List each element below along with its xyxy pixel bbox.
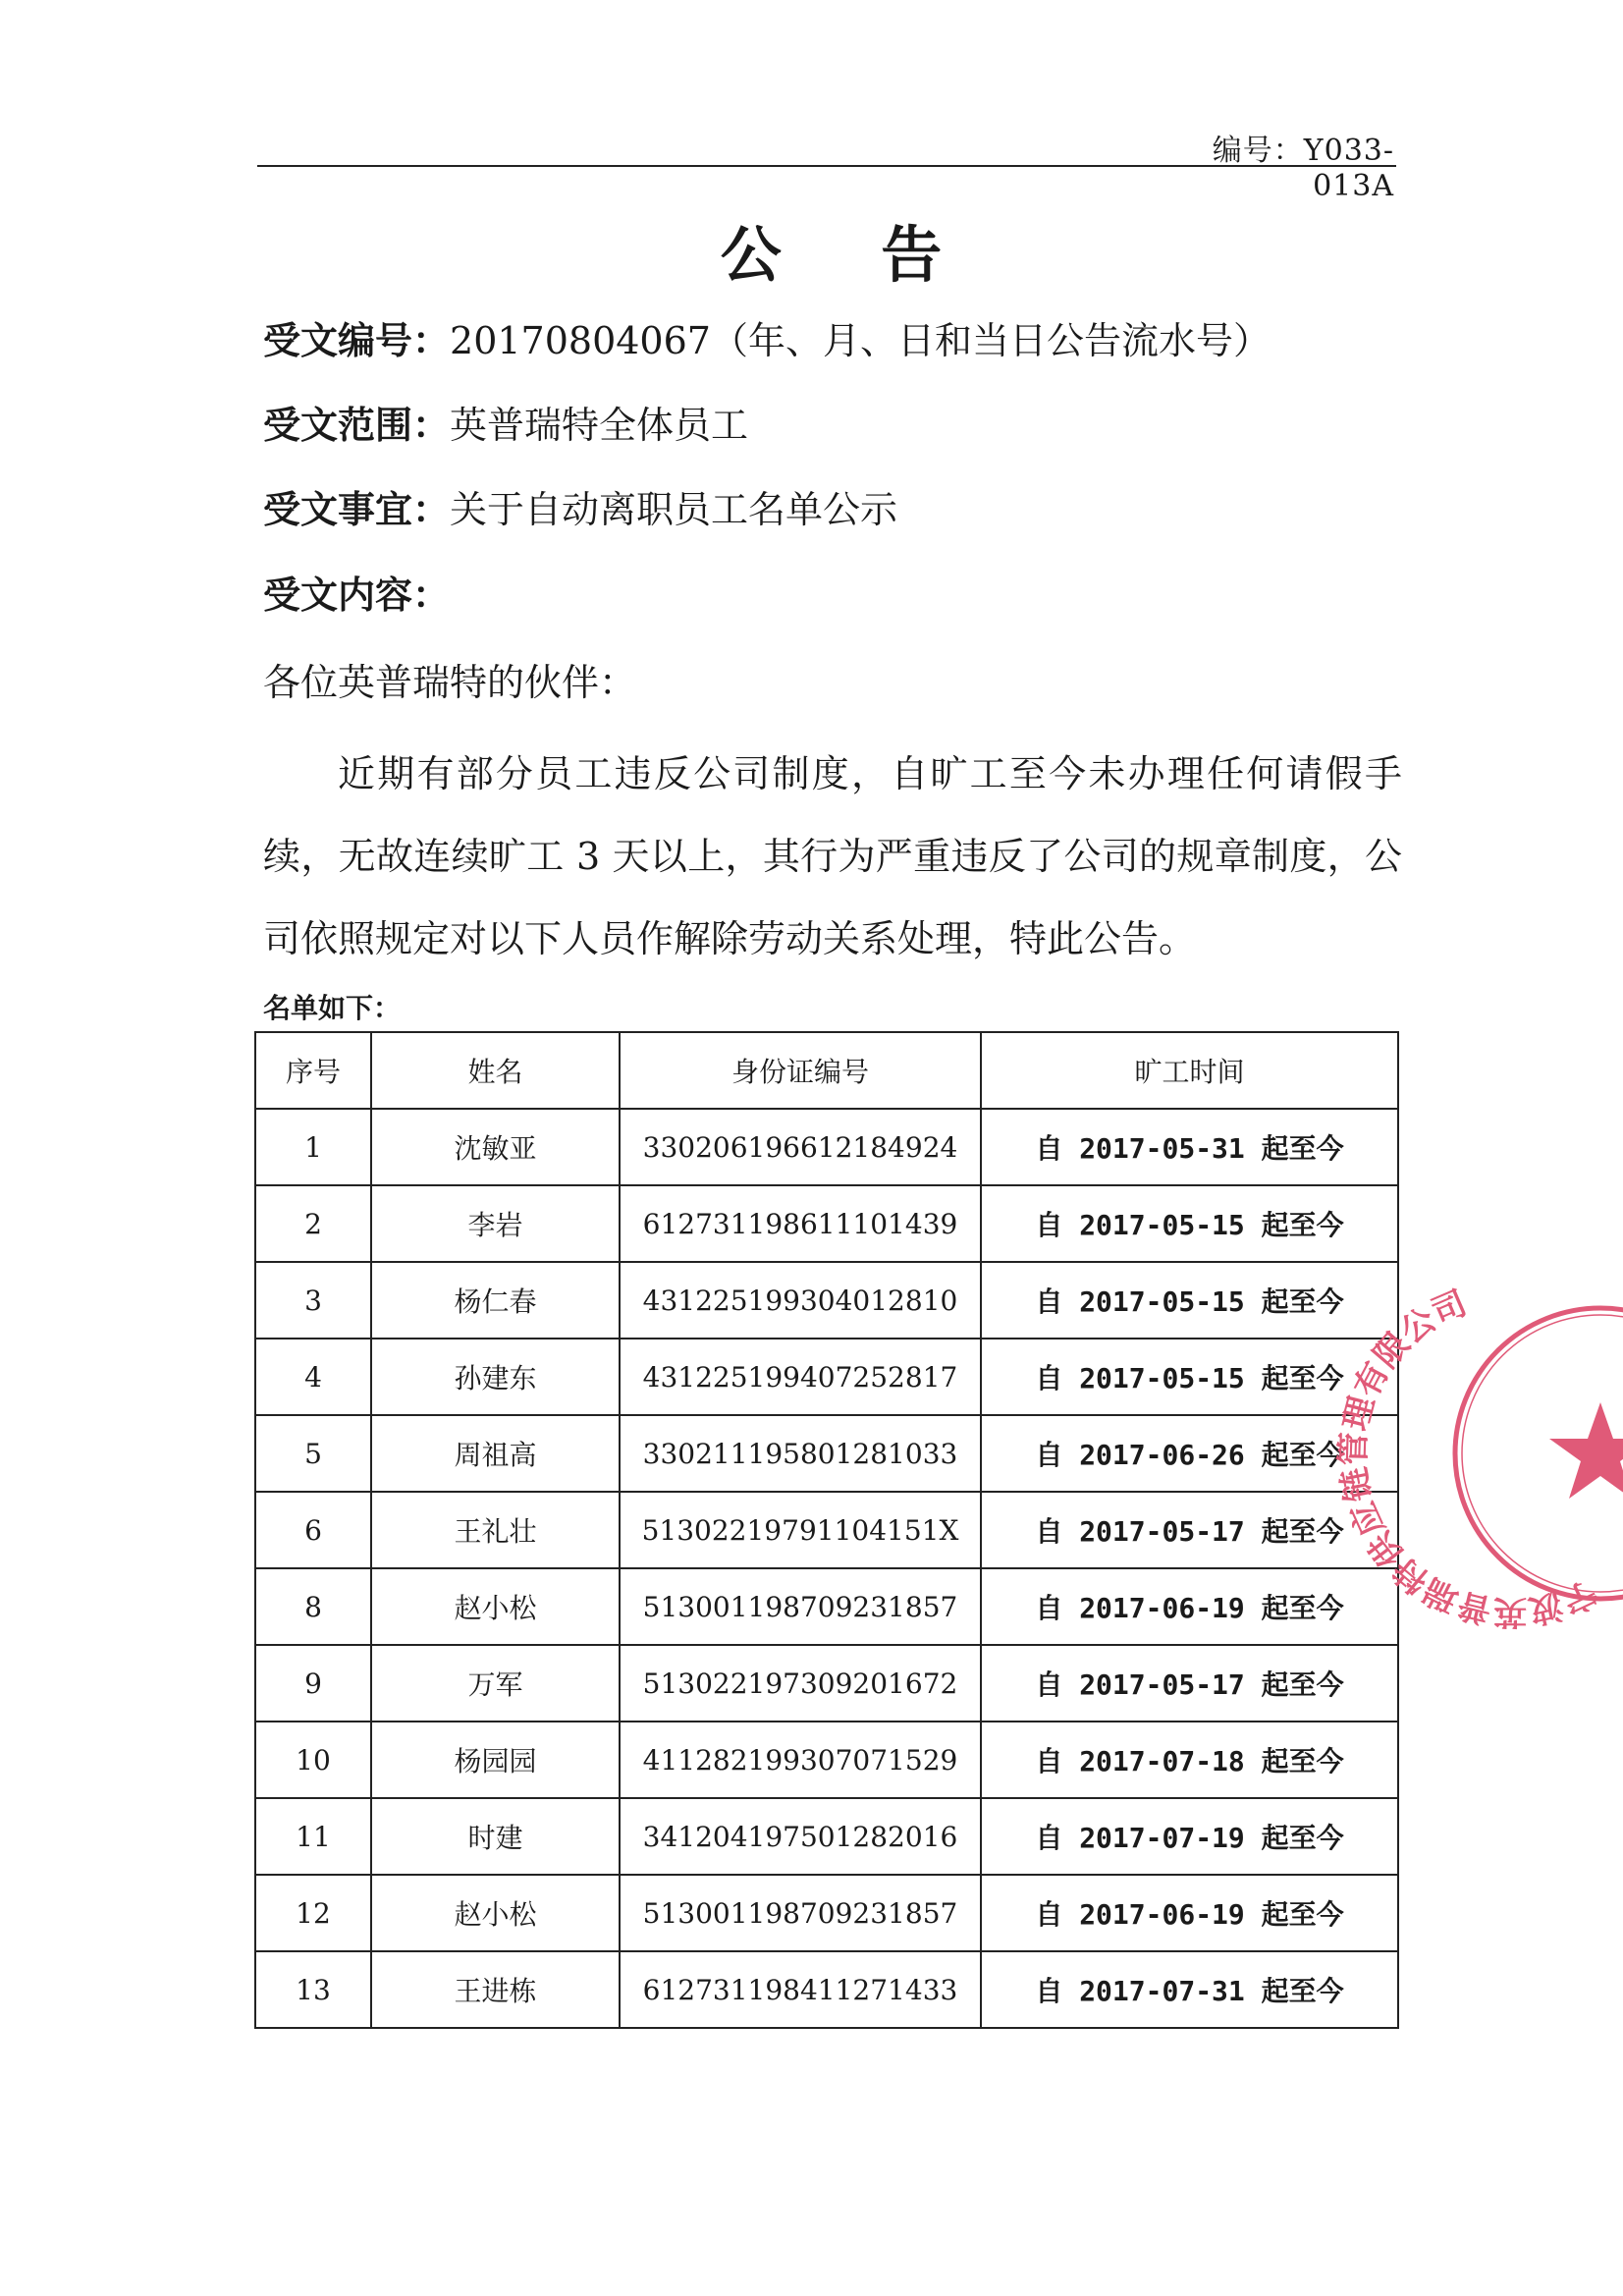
cell-absence: 自 2017-07-19 起至今 xyxy=(981,1798,1398,1875)
cell-seq: 13 xyxy=(255,1951,371,2028)
cell-name: 沈敏亚 xyxy=(371,1109,620,1185)
table-row xyxy=(255,1875,1398,1951)
seal-text: 宁波英普瑞特供应链管理有限公司 xyxy=(1333,1284,1603,1632)
field-content xyxy=(263,565,450,619)
cell-name: 杨园园 xyxy=(371,1722,620,1798)
cell-name: 赵小松 xyxy=(371,1875,620,1951)
field-subject-value: 关于自动离职员工名单公示 xyxy=(450,488,898,531)
employee-table xyxy=(254,1031,1399,2029)
cell-absence: 自 2017-05-15 起至今 xyxy=(981,1339,1398,1415)
header-id: 身份证编号 xyxy=(620,1032,981,1109)
header-name: 姓名 xyxy=(371,1032,620,1109)
cell-seq: 4 xyxy=(255,1339,371,1415)
table-row xyxy=(255,1415,1398,1492)
cell-seq: 3 xyxy=(255,1262,371,1339)
cell-id: 330206196612184924 xyxy=(620,1109,981,1185)
cell-absence: 自 2017-06-26 起至今 xyxy=(981,1415,1398,1492)
cell-seq: 9 xyxy=(255,1645,371,1722)
table-row xyxy=(255,1109,1398,1185)
table-row xyxy=(255,1798,1398,1875)
table-body xyxy=(255,1109,1398,2028)
cell-name: 王进栋 xyxy=(371,1951,620,2028)
cell-seq: 6 xyxy=(255,1492,371,1568)
cell-seq: 1 xyxy=(255,1109,371,1185)
cell-seq: 5 xyxy=(255,1415,371,1492)
cell-id: 330211195801281033 xyxy=(620,1415,981,1492)
cell-id: 341204197501282016 xyxy=(620,1798,981,1875)
cell-absence: 自 2017-05-15 起至今 xyxy=(981,1262,1398,1339)
field-subject-label: 受文事宜： xyxy=(263,488,451,531)
field-content-label: 受文内容： xyxy=(263,574,451,617)
table-row xyxy=(255,1722,1398,1798)
list-intro: 名单如下： xyxy=(263,992,402,1024)
cell-id: 431225199407252817 xyxy=(620,1339,981,1415)
cell-seq: 11 xyxy=(255,1798,371,1875)
cell-name: 周祖高 xyxy=(371,1415,620,1492)
field-number xyxy=(263,310,1271,364)
cell-name: 万军 xyxy=(371,1645,620,1722)
cell-id: 513001198709231857 xyxy=(620,1875,981,1951)
cell-id: 431225199304012810 xyxy=(620,1262,981,1339)
cell-absence: 自 2017-05-15 起至今 xyxy=(981,1185,1398,1262)
company-seal xyxy=(1333,1277,1623,1632)
cell-absence: 自 2017-06-19 起至今 xyxy=(981,1875,1398,1951)
cell-name: 孙建东 xyxy=(371,1339,620,1415)
field-scope-label: 受文范围： xyxy=(263,404,451,447)
field-number-value: 20170804067（年、月、日和当日公告流水号） xyxy=(450,319,1271,362)
page-title: 公 告 xyxy=(720,219,982,291)
cell-id: 51302219791104151X xyxy=(620,1492,981,1568)
table-row xyxy=(255,1492,1398,1568)
table-row xyxy=(255,1262,1398,1339)
cell-seq: 12 xyxy=(255,1875,371,1951)
table-row xyxy=(255,1951,1398,2028)
cell-seq: 8 xyxy=(255,1568,371,1645)
cell-absence: 自 2017-05-17 起至今 xyxy=(981,1492,1398,1568)
cell-name: 时建 xyxy=(371,1798,620,1875)
field-scope xyxy=(263,395,748,449)
table-row xyxy=(255,1185,1398,1262)
seal-star-icon xyxy=(1549,1402,1623,1499)
cell-name: 王礼壮 xyxy=(371,1492,620,1568)
header-divider xyxy=(257,165,1396,167)
field-number-label: 受文编号： xyxy=(263,319,451,362)
field-subject xyxy=(263,479,897,533)
cell-id: 513022197309201672 xyxy=(620,1645,981,1722)
header-absence: 旷工时间 xyxy=(981,1032,1398,1109)
cell-absence: 自 2017-05-17 起至今 xyxy=(981,1645,1398,1722)
cell-id: 513001198709231857 xyxy=(620,1568,981,1645)
field-scope-value: 英普瑞特全体员工 xyxy=(450,404,749,447)
cell-name: 李岩 xyxy=(371,1185,620,1262)
cell-absence: 自 2017-07-18 起至今 xyxy=(981,1722,1398,1798)
cell-id: 612731198611101439 xyxy=(620,1185,981,1262)
cell-name: 赵小松 xyxy=(371,1568,620,1645)
cell-name: 杨仁春 xyxy=(371,1262,620,1339)
greeting: 各位英普瑞特的伙伴： xyxy=(263,661,637,704)
table-row xyxy=(255,1339,1398,1415)
cell-id: 612731198411271433 xyxy=(620,1951,981,2028)
body-paragraph: 近期有部分员工违反公司制度，自旷工至今未办理任何请假手续，无故连续旷工 3 天以上，其行为严重违反了公司的规章制度，公司依照规定对以下人员作解除劳动关系处理，特此公告。 xyxy=(263,752,1402,960)
cell-seq: 2 xyxy=(255,1185,371,1262)
cell-absence: 自 2017-05-31 起至今 xyxy=(981,1109,1398,1185)
cell-absence: 自 2017-07-31 起至今 xyxy=(981,1951,1398,2028)
header-seq: 序号 xyxy=(255,1032,371,1109)
cell-id: 411282199307071529 xyxy=(620,1722,981,1798)
table-row xyxy=(255,1568,1398,1645)
table-row xyxy=(255,1645,1398,1722)
document-number: 编号：Y033-013A xyxy=(1212,134,1394,203)
cell-seq: 10 xyxy=(255,1722,371,1798)
cell-absence: 自 2017-06-19 起至今 xyxy=(981,1568,1398,1645)
table-header-row xyxy=(255,1032,1398,1109)
